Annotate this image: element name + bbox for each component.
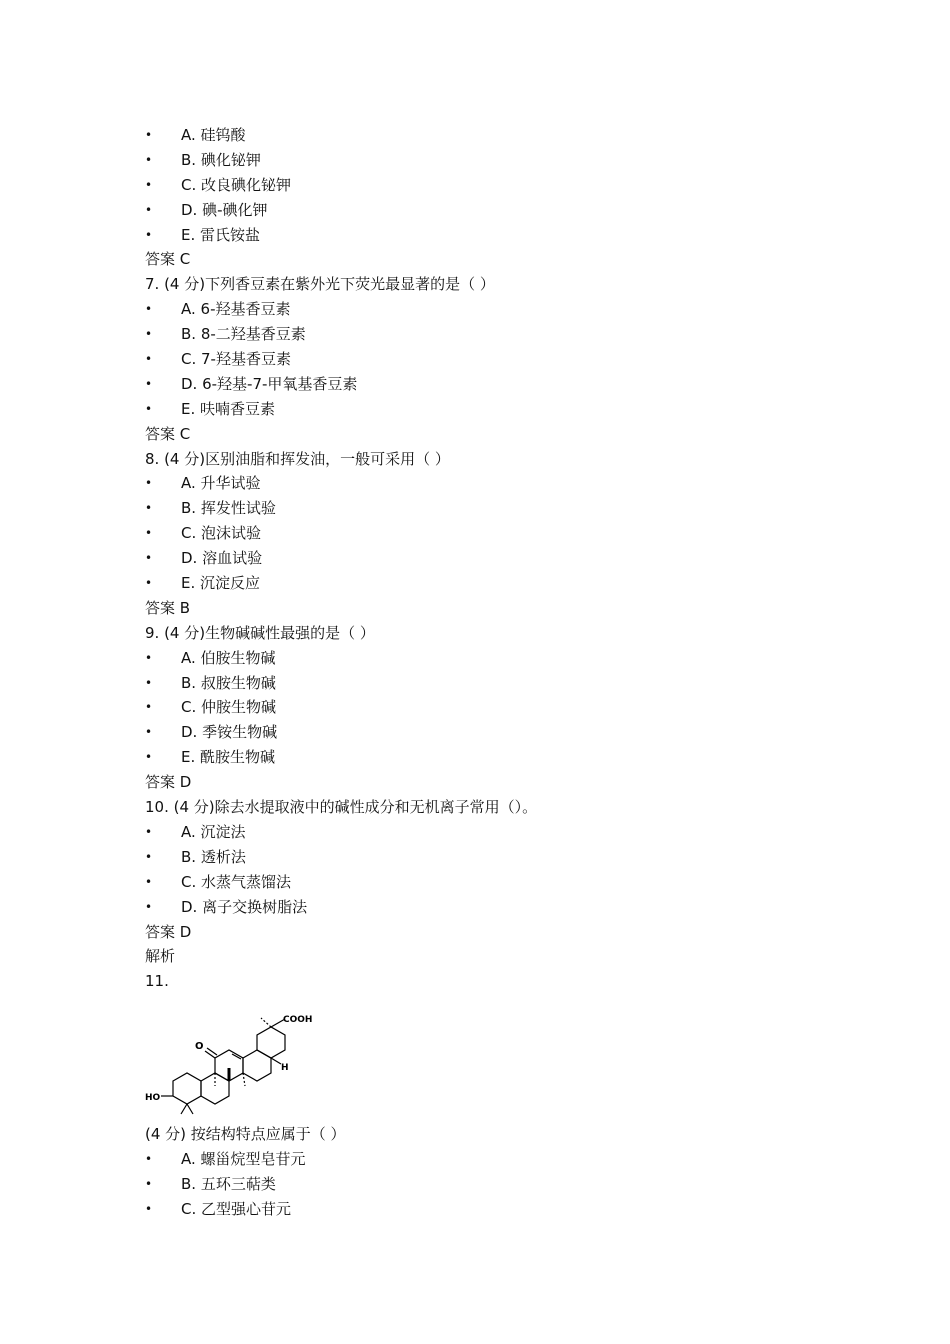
question-text: 10. (4 分)除去水提取液中的碱性成分和无机离子常用（）。: [145, 798, 538, 817]
ketone-oxygen-label: O: [195, 1041, 204, 1053]
bullet-icon: •: [145, 650, 153, 665]
question-text: 9. (4 分)生物碱碱性最强的是（ ）: [145, 623, 375, 642]
bullet-icon: •: [145, 675, 153, 690]
bullet-icon: •: [145, 576, 153, 591]
option-text: A. 沉淀法: [181, 822, 246, 841]
bullet-icon: •: [145, 376, 153, 391]
answer-key: 答案 D: [145, 922, 192, 941]
bullet-icon: •: [145, 327, 153, 342]
option-text: D. 季铵生物碱: [181, 723, 278, 742]
option-text: C. 水蒸气蒸馏法: [181, 872, 292, 891]
option-text: D. 6-羟基-7-甲氧基香豆素: [181, 374, 358, 393]
answer-option: [145, 322, 845, 347]
answer-option: [145, 297, 845, 322]
answer-option: [145, 347, 845, 372]
answer-option: [145, 521, 845, 546]
answer-option: [145, 845, 845, 870]
bullet-icon: •: [145, 1152, 153, 1167]
option-text: E. 酰胺生物碱: [181, 748, 276, 767]
option-text: B. 碘化铋钾: [181, 150, 261, 169]
answer-option: [145, 745, 845, 770]
option-text: A. 升华试验: [181, 474, 261, 493]
question-text: 11.: [145, 972, 169, 991]
answer-key: 答案 B: [145, 598, 191, 617]
answer-option: [145, 372, 845, 397]
option-text: C. 改良碘化铋钾: [181, 175, 292, 194]
answer-option: [145, 123, 845, 148]
triterpene-structure-diagram: [145, 994, 325, 1122]
answer-option: [145, 546, 845, 571]
hydrogen-label: H: [281, 1063, 289, 1074]
bullet-icon: •: [145, 177, 153, 192]
answer-option: [145, 397, 845, 422]
bullet-icon: •: [145, 352, 153, 367]
bullet-icon: •: [145, 476, 153, 491]
answer-option: [145, 695, 845, 720]
answer-option: [145, 646, 845, 671]
option-text: B. 透析法: [181, 847, 246, 866]
option-text: A. 硅钨酸: [181, 126, 246, 144]
bullet-icon: •: [145, 551, 153, 566]
option-text: B. 挥发性试验: [181, 499, 276, 518]
option-text: D. 离子交换树脂法: [181, 897, 308, 916]
bullet-icon: •: [145, 501, 153, 516]
bullet-icon: •: [145, 202, 153, 217]
explanation-heading: 解析: [145, 947, 176, 966]
question-text: 7. (4 分)下列香豆素在紫外光下荧光最显著的是（ ）: [145, 275, 495, 294]
option-text: E. 雷氏铵盐: [181, 225, 261, 244]
answer-option: [145, 1172, 845, 1197]
bullet-icon: •: [145, 700, 153, 715]
answer-key: 答案 D: [145, 773, 192, 792]
answer-key: 答案 C: [145, 250, 191, 269]
option-text: E. 沉淀反应: [181, 574, 261, 593]
bullet-icon: •: [145, 1176, 153, 1191]
bullet-icon: •: [145, 750, 153, 765]
cooh-label: COOH: [283, 1015, 313, 1026]
option-text: E. 呋喃香豆素: [181, 399, 276, 418]
question-list: [145, 123, 845, 1222]
option-text: B. 五环三萜类: [181, 1174, 276, 1193]
answer-option: [145, 671, 845, 696]
bullet-icon: •: [145, 128, 153, 142]
answer-option: [145, 895, 845, 920]
option-text: C. 7-羟基香豆素: [181, 350, 291, 369]
option-text: B. 8-二羟基香豆素: [181, 325, 306, 344]
bullet-icon: •: [145, 824, 153, 839]
bullet-icon: •: [145, 401, 153, 416]
option-text: D. 溶血试验: [181, 549, 263, 568]
bullet-icon: •: [145, 302, 153, 317]
bullet-icon: •: [145, 849, 153, 864]
option-text: C. 仲胺生物碱: [181, 698, 277, 717]
answer-option: [145, 720, 845, 745]
option-text: D. 碘-碘化钾: [181, 200, 268, 219]
answer-option: [145, 1147, 845, 1172]
answer-option: [145, 820, 845, 845]
option-text: B. 叔胺生物碱: [181, 673, 276, 692]
answer-option: [145, 496, 845, 521]
option-text: C. 泡沫试验: [181, 524, 262, 543]
answer-key: 答案 C: [145, 424, 191, 443]
question-text: (4 分) 按结构特点应属于（ ）: [145, 1125, 346, 1144]
chemical-structure-figure: [145, 994, 845, 1122]
answer-option: [145, 198, 845, 223]
bullet-icon: •: [145, 526, 153, 541]
answer-option: [145, 173, 845, 198]
option-text: A. 6-羟基香豆素: [181, 300, 291, 319]
bullet-icon: •: [145, 152, 153, 167]
bullet-icon: •: [145, 725, 153, 740]
question-text: 8. (4 分)区别油脂和挥发油，一般可采用（ ）: [145, 449, 450, 468]
bullet-icon: •: [145, 874, 153, 889]
option-text: A. 伯胺生物碱: [181, 648, 276, 667]
bullet-icon: •: [145, 899, 153, 914]
answer-option: [145, 571, 845, 596]
option-text: A. 螺甾烷型皂苷元: [181, 1150, 306, 1169]
answer-option: [145, 870, 845, 895]
answer-option: [145, 471, 845, 496]
bullet-icon: •: [145, 227, 153, 242]
answer-option: [145, 223, 845, 248]
option-text: C. 乙型强心苷元: [181, 1199, 292, 1218]
answer-option: [145, 148, 845, 173]
answer-option: [145, 1197, 845, 1222]
bullet-icon: •: [145, 1201, 153, 1216]
ho-label: HO: [145, 1093, 161, 1104]
